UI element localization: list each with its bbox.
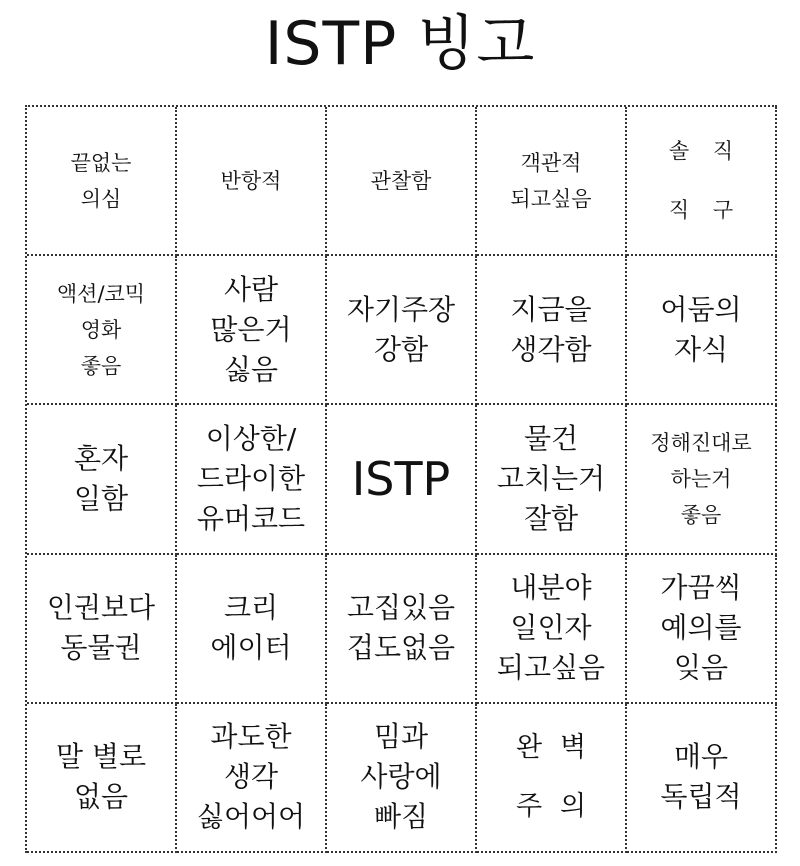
cell-text-line: 끝없는 bbox=[70, 150, 132, 175]
cell-text-line: 일인자 bbox=[510, 611, 592, 645]
bingo-grid bbox=[25, 105, 777, 853]
cell-text-line: 일함 bbox=[73, 481, 129, 515]
cell-text-spread bbox=[627, 107, 775, 254]
bingo-cell[interactable] bbox=[327, 704, 477, 853]
cell-char: 직 bbox=[712, 138, 734, 163]
cell-text-spread bbox=[477, 704, 625, 851]
cell-text-line: 강함 bbox=[373, 332, 429, 366]
cell-text-line: 반항적 bbox=[220, 168, 282, 193]
cell-text-line: 겁도없음 bbox=[346, 631, 456, 665]
cell-char: 주 bbox=[515, 791, 543, 823]
cell-text-line: 인권보다 bbox=[46, 591, 156, 625]
cell-text-line: 말 별로 bbox=[55, 740, 147, 774]
cell-text-line: 자기주장 bbox=[346, 292, 456, 326]
bingo-cell[interactable] bbox=[477, 256, 627, 405]
bingo-cell[interactable] bbox=[177, 555, 327, 704]
bingo-cell[interactable] bbox=[477, 704, 627, 853]
cell-text-pair bbox=[627, 133, 775, 169]
cell-char: 벽 bbox=[559, 731, 587, 763]
cell-text-line: 과도한 bbox=[210, 720, 292, 754]
cell-text-line: 사랑에 bbox=[360, 760, 442, 794]
cell-text-line: 혼자 bbox=[73, 441, 129, 475]
bingo-cell[interactable] bbox=[27, 704, 177, 853]
cell-text-line: 이상한/ bbox=[205, 421, 297, 455]
cell-text-line: 예의를 bbox=[660, 611, 742, 645]
cell-text-line: 좋음 bbox=[80, 353, 122, 378]
cell-text-line: 객관적 bbox=[520, 150, 582, 175]
cell-text-line: 영화 bbox=[80, 317, 122, 342]
bingo-cell[interactable] bbox=[327, 405, 477, 554]
bingo-cell[interactable] bbox=[327, 256, 477, 405]
bingo-cell[interactable] bbox=[327, 555, 477, 704]
cell-text-line: 크리 bbox=[223, 591, 279, 625]
cell-text-line: 독립적 bbox=[660, 780, 742, 814]
bingo-cell[interactable] bbox=[27, 405, 177, 554]
cell-text-line: 매우 bbox=[673, 740, 729, 774]
cell-text-line: 싫어어어 bbox=[196, 800, 306, 834]
cell-char: 의 bbox=[559, 791, 587, 823]
bingo-cell[interactable] bbox=[177, 405, 327, 554]
cell-text-line: 하는거 bbox=[670, 466, 732, 491]
cell-text-pair bbox=[477, 787, 625, 827]
bingo-cell[interactable] bbox=[27, 107, 177, 256]
cell-text-line: 유머코드 bbox=[196, 501, 306, 535]
cell-char: 구 bbox=[712, 198, 734, 223]
bingo-cell[interactable] bbox=[627, 555, 777, 704]
cell-text-pair bbox=[477, 728, 625, 768]
bingo-cell[interactable] bbox=[177, 704, 327, 853]
cell-text-line: 되고싶음 bbox=[510, 186, 592, 211]
bingo-cell[interactable] bbox=[627, 107, 777, 256]
cell-char: 솔 bbox=[668, 138, 690, 163]
cell-text-line: 드라이한 bbox=[196, 461, 306, 495]
bingo-cell[interactable] bbox=[177, 107, 327, 256]
page-title: ISTP 빙고 bbox=[264, 9, 536, 79]
bingo-cell[interactable] bbox=[177, 256, 327, 405]
cell-text-line: 사람 bbox=[223, 272, 279, 306]
bingo-cell[interactable] bbox=[327, 107, 477, 256]
cell-text-line: 고치는거 bbox=[496, 461, 606, 495]
cell-text-line: 관찰함 bbox=[370, 168, 432, 193]
bingo-cell[interactable] bbox=[627, 704, 777, 853]
bingo-cell[interactable] bbox=[27, 555, 177, 704]
cell-text-line: 좋음 bbox=[680, 502, 722, 527]
bingo-cell[interactable] bbox=[477, 555, 627, 704]
bingo-cell[interactable] bbox=[477, 107, 627, 256]
cell-text-line: 잘함 bbox=[523, 501, 579, 535]
cell-text-line: 물건 bbox=[523, 421, 579, 455]
cell-text-line: 에이터 bbox=[210, 631, 292, 665]
cell-text-line: 자식 bbox=[673, 332, 729, 366]
cell-char: 완 bbox=[515, 731, 543, 763]
cell-char: 직 bbox=[668, 198, 690, 223]
cell-text-line: 액션/코믹 bbox=[56, 281, 146, 306]
cell-text-line: 내분야 bbox=[510, 571, 592, 605]
cell-text-line: 빠짐 bbox=[373, 800, 429, 834]
cell-text-line: 밈과 bbox=[373, 720, 429, 754]
cell-text-line: 고집있음 bbox=[346, 591, 456, 625]
cell-text-line: 생각함 bbox=[510, 332, 592, 366]
cell-text-line: 싫음 bbox=[223, 352, 279, 386]
cell-text-pair bbox=[627, 192, 775, 228]
bingo-cell[interactable] bbox=[627, 405, 777, 554]
cell-text-line: 가끔씩 bbox=[660, 571, 742, 605]
cell-text-line: ISTP bbox=[351, 451, 451, 506]
bingo-cell[interactable] bbox=[27, 256, 177, 405]
cell-text-line: 생각 bbox=[223, 760, 279, 794]
cell-text-line: 많은거 bbox=[210, 312, 292, 346]
cell-text-line: 의심 bbox=[80, 186, 122, 211]
bingo-cell[interactable] bbox=[477, 405, 627, 554]
cell-text-line: 없음 bbox=[73, 780, 129, 814]
cell-text-line: 동물권 bbox=[60, 631, 142, 665]
cell-text-line: 어둠의 bbox=[660, 292, 742, 326]
cell-text-line: 되고싶음 bbox=[496, 651, 606, 685]
cell-text-line: 잊음 bbox=[673, 651, 729, 685]
cell-text-line: 지금을 bbox=[510, 292, 592, 326]
bingo-cell[interactable] bbox=[627, 256, 777, 405]
cell-text-line: 정해진대로 bbox=[650, 430, 752, 455]
